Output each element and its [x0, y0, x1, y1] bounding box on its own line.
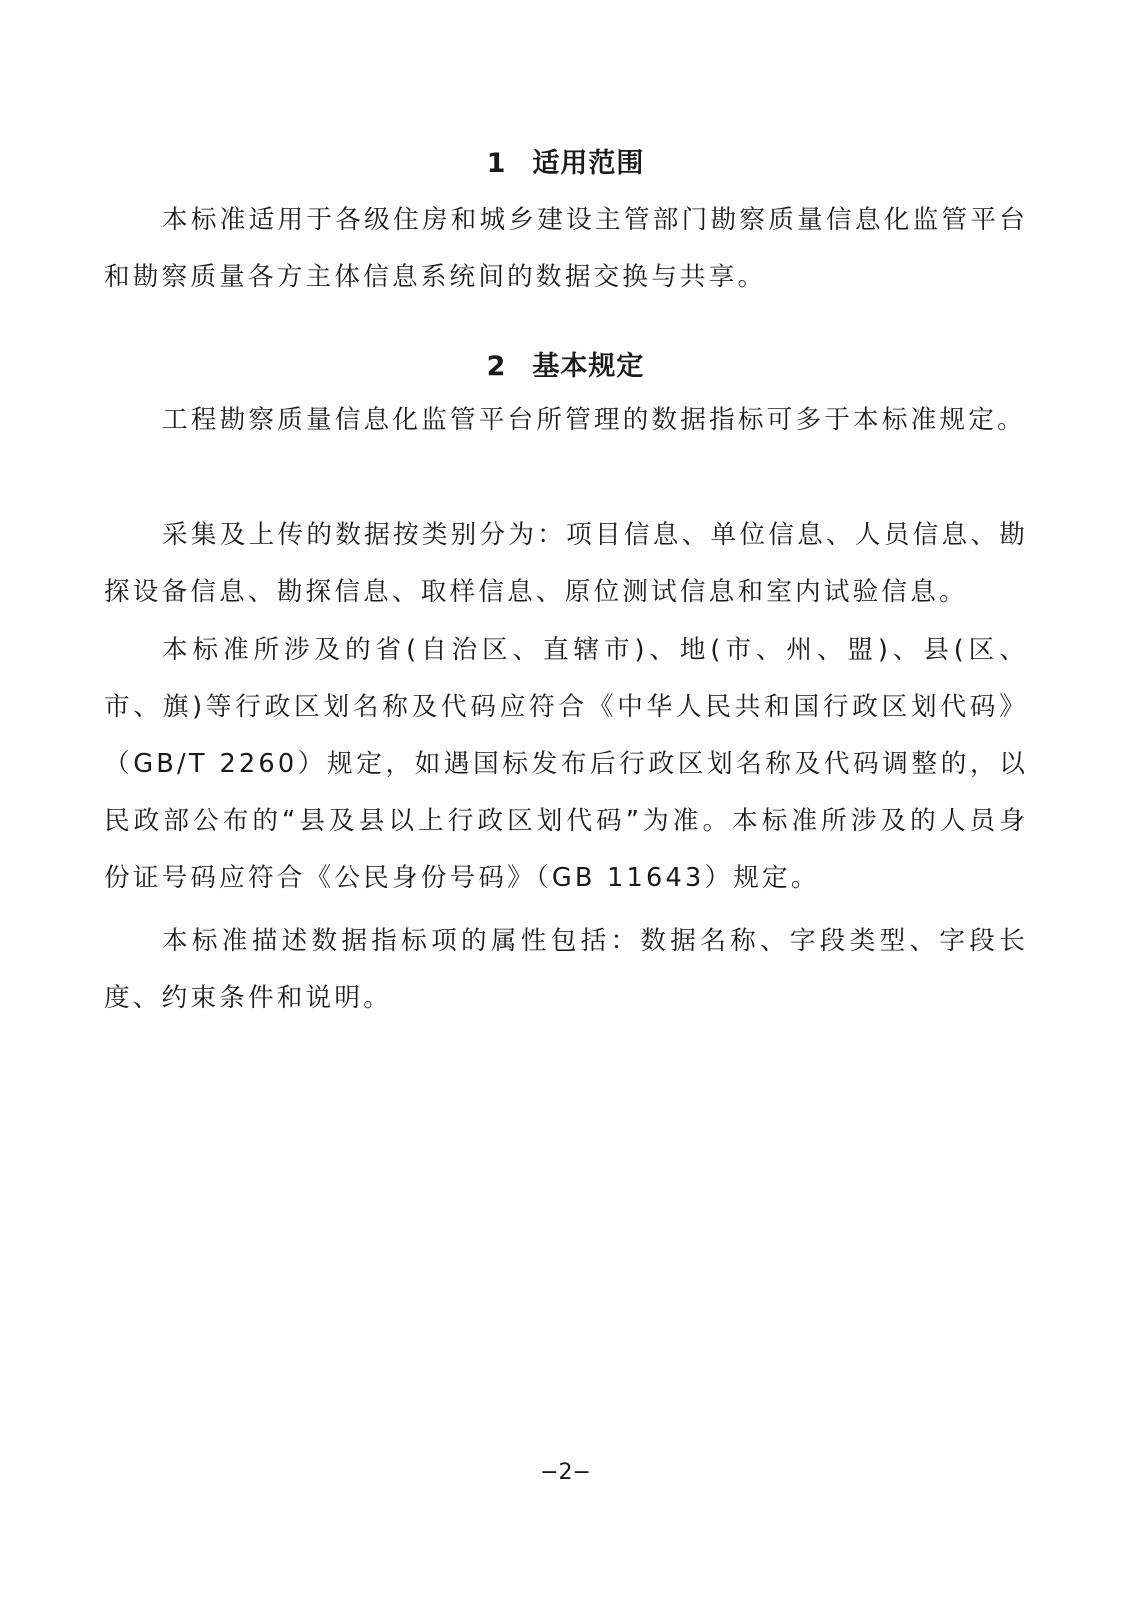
page-number: −2−	[540, 1460, 591, 1485]
section-2-title: 基本规定	[532, 351, 645, 382]
section-1-heading	[0, 146, 1131, 182]
section-2-paragraph-4: 本标准描述数据指标项的属性包括：数据名称、字段类型、字段长度、约束条件和说明。	[104, 926, 1028, 1013]
section-1-paragraph-1: 本标准适用于各级住房和城乡建设主管部门勘察质量信息化监管平台和勘察质量各方主体信息系统间的数据交换与共享。	[104, 205, 1028, 292]
section-2-number: 2	[486, 351, 507, 382]
section-2-paragraph-3: 本标准所涉及的省(自治区、直辖市)、地(市、州、盟)、县(区、市、旗)等行政区划名称及代码应符合《中华人民共和国行政区划代码》（GB/T 2260）规定，如遇国标发布后行政区划名称及代码调整的，以民政部公布的“县及县以上行政区划代码”为准。本标准所涉及的人员身份证号码应符合《公民身份号码》（GB 11643）规定。	[104, 635, 1028, 893]
section-2-paragraph-2: 采集及上传的数据按类别分为：项目信息、单位信息、人员信息、勘探设备信息、勘探信息、取样信息、原位测试信息和室内试验信息。	[104, 520, 1028, 607]
section-1-number: 1	[486, 148, 507, 179]
section-2-heading	[0, 349, 1131, 385]
section-2-paragraph-1: 工程勘察质量信息化监管平台所管理的数据指标可多于本标准规定。	[162, 405, 1026, 435]
section-1-title: 适用范围	[532, 148, 645, 179]
